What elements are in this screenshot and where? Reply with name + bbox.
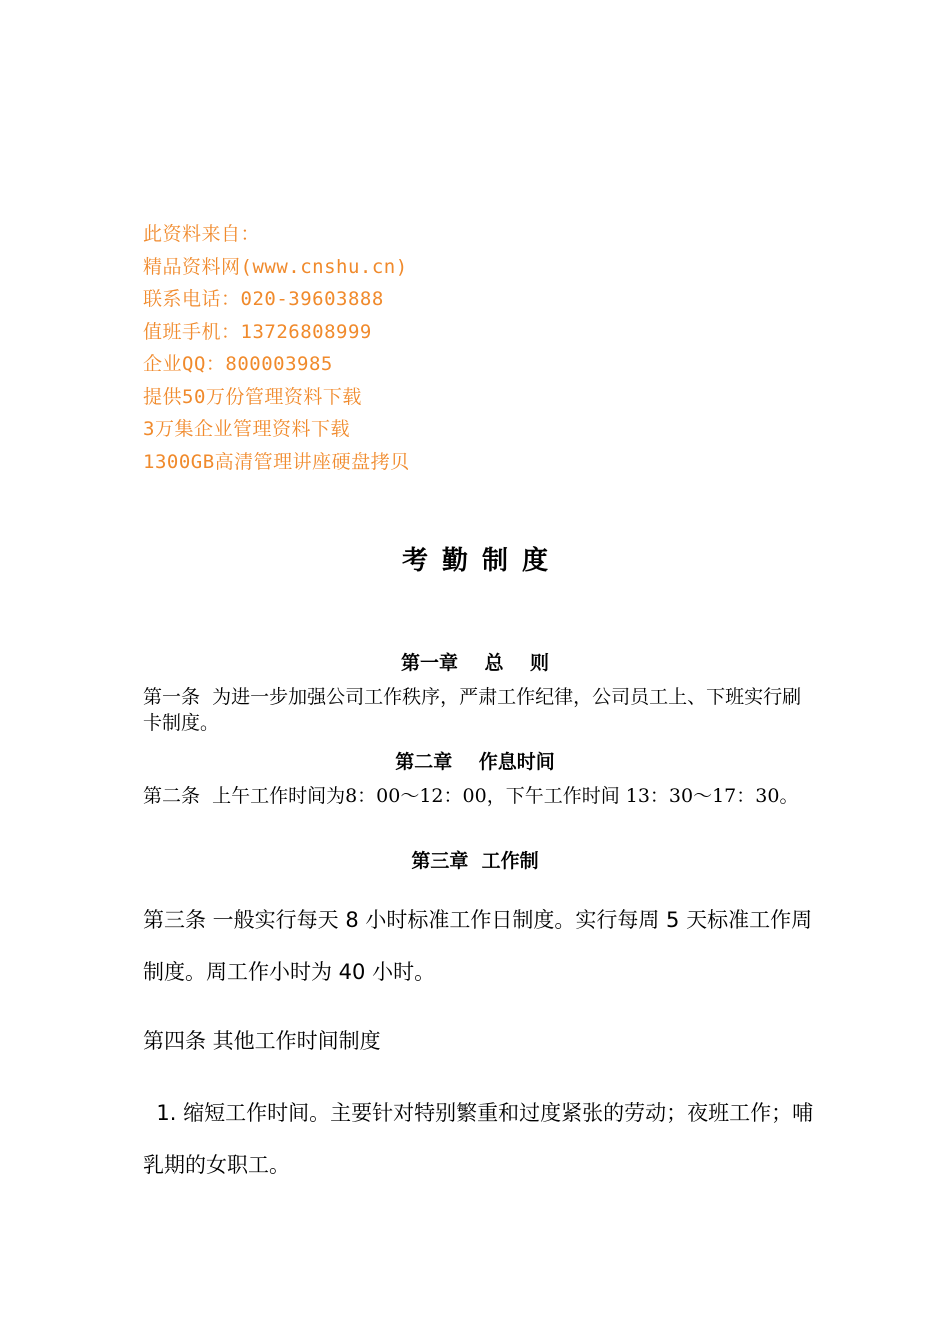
source-line: 此资料来自： [143, 223, 261, 245]
source-line: 提供50万份管理资料下载 [143, 385, 362, 408]
chapter-3-heading: 第三章 工作制 [411, 850, 539, 872]
source-info-block [143, 218, 643, 478]
source-mobile-line: 值班手机：13726808999 [143, 320, 372, 343]
article-2: 第二条 上午工作时间为8：00～12：00，下午工作时间 13：30～17：30。 [143, 785, 799, 807]
article-4-item-1: 1. 缩短工作时间。主要针对特别繁重和过度紧张的劳动；夜班工作；哺乳期的女职工。 [143, 1101, 814, 1177]
article-3: 第三条 一般实行每天 8 小时标准工作日制度。实行每周 5 天标准工作周制度。周工作小时为 40 小时。 [143, 908, 813, 984]
chapter-1-heading: 第一章 总 则 [401, 652, 549, 674]
source-qq-line: 企业QQ：800003985 [143, 353, 333, 375]
source-website-line: 精品资料网(www.cnshu.cn) [143, 255, 408, 278]
source-phone-line: 联系电话：020-39603888 [143, 288, 384, 310]
source-line: 1300GB高清管理讲座硬盘拷贝 [143, 450, 410, 473]
article-1: 第一条 为进一步加强公司工作秩序，严肃工作纪律，公司员工上、下班实行刷卡制度。 [143, 686, 802, 734]
document-title: 考勤制度 [401, 546, 562, 576]
source-line: 3万集企业管理资料下载 [143, 418, 350, 440]
article-4: 第四条 其他工作时间制度 [143, 1029, 381, 1053]
chapter-2-heading: 第二章 作息时间 [395, 751, 555, 773]
